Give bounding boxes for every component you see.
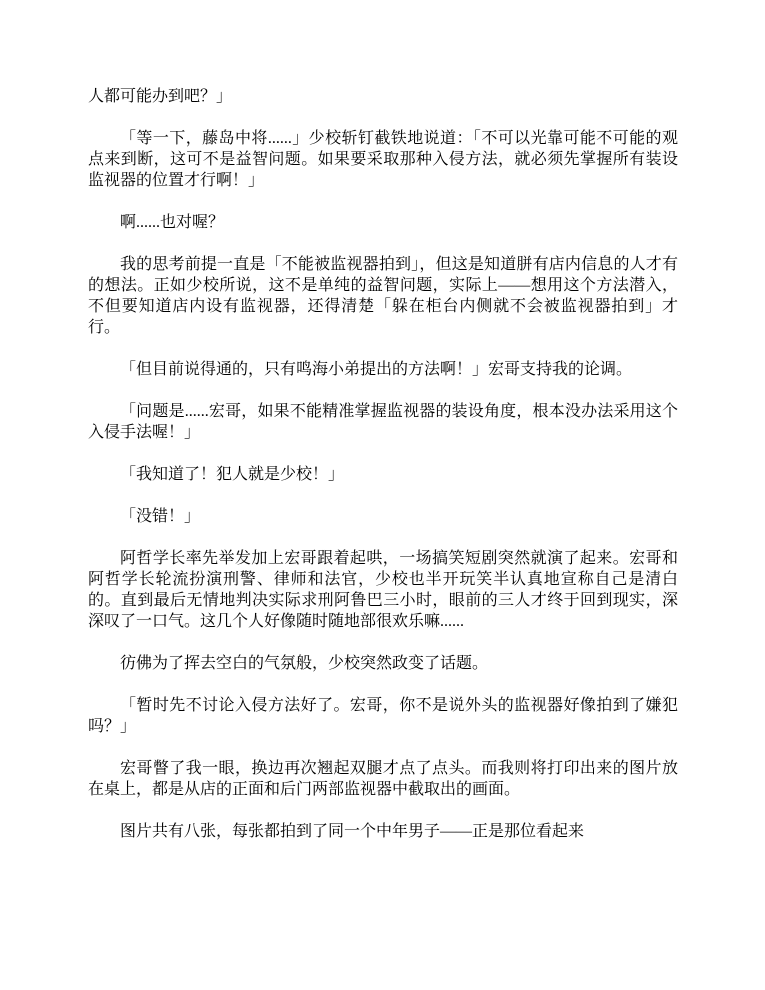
paragraph: 啊......也对喔？	[120, 214, 225, 231]
paragraph: 「我知道了！犯人就是少校！」	[120, 466, 345, 483]
paragraph: 「但目前说得通的，只有鸣海小弟提出的方法啊！」宏哥支持我的论调。	[120, 361, 633, 378]
paragraph: 「暂时先不讨论入侵方法好了。宏哥，你不是说外头的监视器好像拍到了嫌犯吗？」	[88, 697, 678, 735]
paragraph: 图片共有八张，每张都拍到了同一个中年男子——正是那位看起来	[120, 823, 585, 840]
paragraph: 阿哲学长率先举发加上宏哥跟着起哄，一场搞笑短剧突然就演了起来。宏哥和阿哲学长轮流扮演刑警、律师和法官，少校也半开玩笑半认真地宣称自己是清白的。直到最后无情地判决实际求刑阿鲁巴三小时，眼前的三人才终于回到现实，深深叹了一口气。这几个人好像随时随地部很欢乐嘛......	[88, 550, 678, 630]
paragraph: 「问题是......宏哥，如果不能精准掌握监视器的装设角度，根本没办法采用这个入侵手法喔！」	[88, 403, 678, 441]
paragraph: 「等一下，藤岛中将......」少校斩钉截铁地说道：「不可以光靠可能不可能的观点来到断，这可不是益智问题。如果要采取那种入侵方法，就必须先掌握所有装设监视器的位置才行啊！」	[88, 130, 678, 189]
paragraph: 人都可能办到吧？」	[88, 88, 233, 105]
paragraph: 「没错！」	[120, 508, 201, 525]
paragraph: 我的思考前提一直是「不能被监视器拍到」，但这是知道胼有店内信息的人才有的想法。正如少校所说，这不是单纯的益智问题，实际上——想用这个方法潜入，不但要知道店内设有监视器，还得清楚「躲在柜台内侧就不会被监视器拍到」才行。	[88, 256, 678, 336]
paragraph: 宏哥瞥了我一眼，换边再次翘起双腿才点了点头。而我则将打印出来的图片放在桌上，都是从店的正面和后门两部监视器中截取出的画面。	[88, 760, 678, 798]
paragraph: 彷佛为了挥去空白的气氛般，少校突然政变了话题。	[120, 655, 489, 672]
